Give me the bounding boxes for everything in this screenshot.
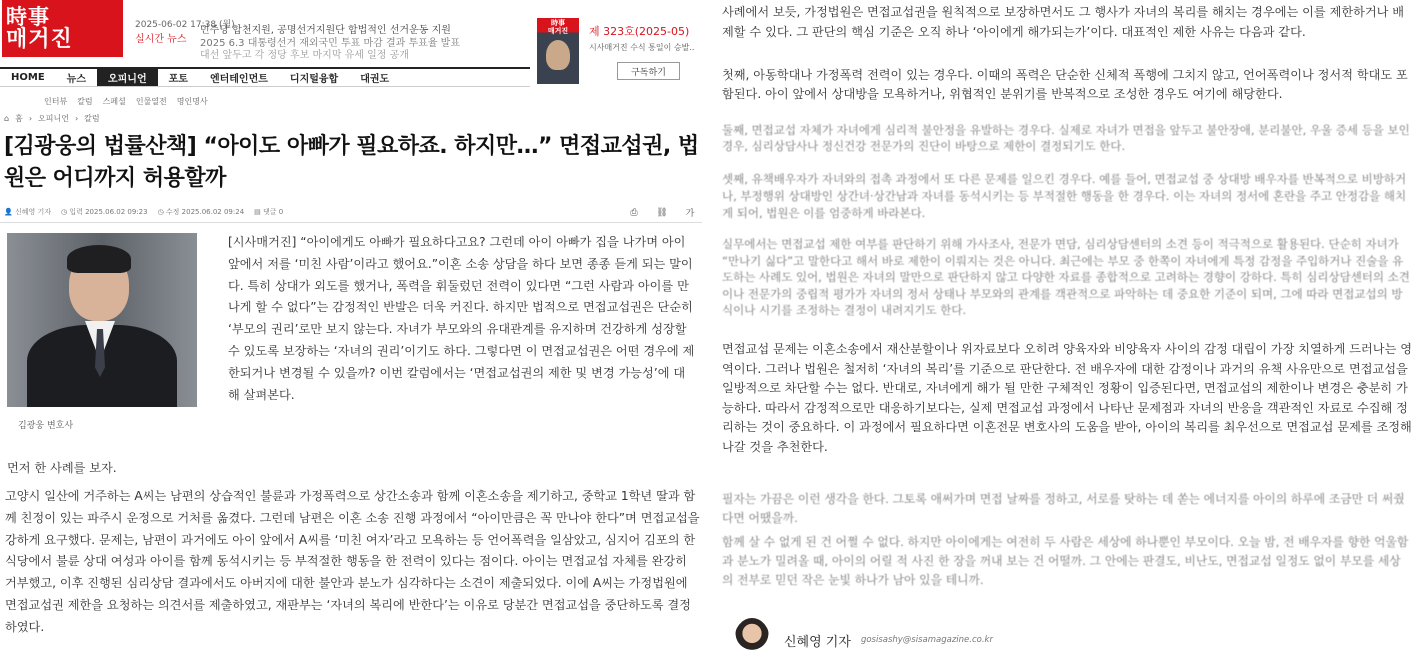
comments-meta[interactable] bbox=[254, 207, 283, 217]
subscribe-button[interactable]: 구독하기 bbox=[617, 62, 680, 80]
article-paragraph: 고양시 일산에 거주하는 A씨는 남편의 상습적인 불륜과 가정폭력으로 상간소송과 함께 이혼소송을 제기하고, 중학교 1학년 딸과 함께 친정이 있는 파주시 운정으로 거처를 옮겼다. 그런데 남편은 이혼 소송 진행 과정에서 “아이만큼은 꼭 만나야 한다”며 면접교섭을 강하게 요구했다. 문제는, 남편이 과거에도 아이 앞에서 A씨를 ‘미친 여자’라고 모욕하는 등 언어폭력을 일삼았고, 심지어 김포의 한 식당에서 불륜 상대 여성과 아이를 함께 동석시키는 등 부적절한 행동을 한 전력이 있다는 점이다. 아이는 면접교섭 자체를 완강히 거부했고, 이후 진행된 심리상담 결과에서도 아버지에 대한 불안과 분노가 심각하다는 소견이 제출되었다. 이에 A씨는 가정법원에 면접교섭권 제한을 요청하는 의견서를 제출하였고, 재판부는 ‘자녀의 복리에 반한다’는 이유로 당분간 면접교섭을 중단하도록 결정하였다. bbox=[5, 489, 700, 634]
article-meta bbox=[4, 207, 283, 217]
subnav-item-special[interactable]: 스페셜 bbox=[102, 97, 126, 106]
reporter-name[interactable]: 신혜영 기자 bbox=[784, 634, 851, 650]
main-nav bbox=[0, 67, 530, 87]
right-article-panel bbox=[714, 0, 1416, 672]
user-icon: 👤 bbox=[4, 208, 13, 216]
article-paragraph: 실무에서는 면접교섭 제한 여부를 판단하기 위해 가사조사, 전문가 면담, 심리상담센터의 소견 등이 적극적으로 활용된다. 단순히 자녀가 “만나기 싫다”고 말한다고 해서 바로 제한이 이뤄지는 것은 아니다. 최근에는 부모 중 한쪽이 자녀에게 특정 감정을 주입하거나 진술을 유도하는 사례도 있어, 법원은 자녀의 말만으로 판단하지 않고 다양한 자료를 종합적으로 고려하는 경향이 강하다. 특히 심리상담센터의 소견이나 전문가의 중립적 평가가 자녀의 정서 상태나 부모와의 관계를 객관적으로 파악하는 데 중요한 기준이 되며, 그에 따라 면접교섭의 방식이나 시기를 조정하는 결정이 내려지기도 한다. bbox=[722, 237, 1410, 317]
share-link-button[interactable]: ⛓ bbox=[652, 205, 672, 220]
logo-hangul: 매거진 bbox=[6, 27, 73, 52]
article-title: [김광웅의 법률산책] “아이도 아빠가 필요하죠. 하지만…” 면접교섭권, 법원은 어디까지 허용할까 bbox=[4, 134, 699, 191]
print-button[interactable]: ⎙ bbox=[624, 205, 644, 220]
subnav-item-column[interactable]: 칼럼 bbox=[77, 97, 93, 106]
article-paragraph: 첫째, 아동학대나 가정폭력 전력이 있는 경우다. 이때의 폭력은 단순한 신체적 폭행에 그치지 않고, 언어폭력이나 정서적 학대도 포함된다. 아이 앞에서 상대방을 모욕하거나, 위협적인 분위기를 반복적으로 조성한 경우도 여기에 해당한다. bbox=[722, 68, 1408, 101]
photo-caption: 김광웅 변호사 bbox=[18, 421, 74, 431]
subnav-item-people[interactable]: 인물열전 bbox=[135, 97, 167, 106]
author-photo bbox=[7, 233, 197, 407]
article-tools bbox=[624, 205, 700, 220]
header-date: 2025-06-02 17:38 (월) bbox=[135, 20, 235, 30]
home-icon[interactable]: ⌂ bbox=[4, 114, 10, 123]
breaking-news-item[interactable]: 2025 6.3 대통령선거 재외국민 투표 마감 결과 투표율 발표 bbox=[200, 38, 460, 49]
font-size-button[interactable]: 가 bbox=[680, 205, 700, 220]
clock-icon: ◷ bbox=[61, 208, 68, 216]
magazine-cover-image[interactable] bbox=[537, 18, 579, 84]
sub-nav bbox=[44, 96, 208, 107]
article-paragraph: 셋째, 유책배우자가 자녀와의 접촉 과정에서 또 다른 문제를 일으킨 경우다. 예를 들어, 면접교섭 중 상대방 배우자를 반복적으로 비방하거나, 부정행위 상대방인 상간녀·상간남과 자녀를 동석시키는 등 부적절한 행동을 한 경우다. 이는 자녀의 정서에 혼란을 주고 안정감을 해치게 되어, 법원은 이를 엄중하게 바라본다. bbox=[722, 172, 1407, 220]
breadcrumb-separator-icon: › bbox=[74, 114, 79, 123]
article-paragraph: 먼저 한 사례를 보자. bbox=[7, 461, 117, 475]
breadcrumb-item[interactable]: 오피니언 bbox=[38, 114, 69, 123]
nav-item-opinion[interactable]: 오피니언 bbox=[97, 69, 158, 86]
nav-item-photo[interactable]: 포토 bbox=[168, 74, 188, 85]
comment-count: 댓글 0 bbox=[263, 208, 284, 216]
magazine-issue[interactable]: 제 323호(2025-05) bbox=[589, 25, 690, 38]
article-paragraph: 사례에서 보듯, 가정법원은 면접교섭권을 원칙적으로 보장하면서도 그 행사가 자녀의 복리를 해치는 경우에는 이를 제한하거나 배제할 수 있다. 그 판단의 핵심 기준은 오직 하나 ‘아이에게 해가되는가’이다. 대표적인 제한 사유는 다음과 같다. bbox=[722, 5, 1405, 39]
breadcrumb-separator-icon: › bbox=[28, 114, 33, 123]
nav-item-news[interactable]: 뉴스 bbox=[66, 74, 86, 85]
photo-hair bbox=[67, 245, 131, 273]
article-intro: [시사매거진] “아이에게도 아빠가 필요하다고요? 그런데 아이 아빠가 집을 나가며 아이 앞에서 저를 ‘미친 사람’이라고 했어요.”이혼 소송 상담을 하다 보면 종종 듣게 되는 말이다. 특히 상대가 외도를 했거나, 폭력을 휘둘렀던 전력이 있다면 “그런 사람과 아이를 만나게 할 수 없다”는 감정적인 반발은 더욱 커진다. 하지만 법적으로 면접교섭권은 단순히 ‘부모의 권리’로만 보지 않는다. 자녀가 부모와의 유대관계를 유지하며 건강하게 성장할 수 있도록 보장하는 ‘자녀의 권리’이기도 하다. 그렇다면 이 면접교섭권은 어떤 경우에 제한되거나 변경될 수 있을까? 이번 칼럼에서는 ‘면접교섭권의 제한 및 변경 가능성’에 대해 살펴본다. bbox=[228, 235, 695, 402]
nav-item-digital[interactable]: 디지털융합 bbox=[289, 74, 339, 85]
reporter-avatar bbox=[734, 618, 770, 662]
breaking-news-item[interactable]: 대선 앞두고 각 정당 후보 마지막 유세 일정 공개 bbox=[200, 50, 409, 61]
nav-item-entertainment[interactable]: 엔터테인먼트 bbox=[209, 74, 268, 85]
logo-hanja: 時事 bbox=[6, 4, 50, 29]
breaking-news-item[interactable]: 민주당 합천지원, 공명선거지원단 합법적인 선거운동 지원 bbox=[200, 25, 451, 36]
article-paragraph: 필자는 가끔은 이런 생각을 한다. 그토록 애써가며 면접 날짜를 정하고, 서로를 탓하는 데 쏟는 에너지를 아이의 하루에 조금만 더 써줬다면 어땠을까. bbox=[722, 492, 1405, 525]
left-article-panel bbox=[0, 0, 702, 672]
subnav-item-interview[interactable]: 인터뷰 bbox=[44, 97, 68, 106]
nav-item-home[interactable]: HOME bbox=[11, 72, 45, 83]
breadcrumb bbox=[4, 113, 100, 124]
author-name[interactable]: 신혜영 기자 bbox=[14, 208, 51, 216]
updated-date: 수정 2025.06.02 09:24 bbox=[165, 208, 245, 216]
article-paragraph: 함께 살 수 없게 된 건 어쩔 수 없다. 하지만 아이에게는 여전히 두 사람은 세상에 하나뿐인 부모이다. 오늘 밤, 전 배우자를 향한 억울함과 분노가 밀려올 때, 아이의 어릴 적 사진 한 장을 꺼내 보는 건 어떨까. 그 안에는 판결도, 비난도, 면접교섭 일정도 없이 부모를 세상의 전부로 믿던 작은 눈빛 하나가 남아 있을 테니까. bbox=[722, 535, 1409, 587]
breadcrumb-item[interactable]: 칼럼 bbox=[84, 114, 100, 123]
article-paragraph: 면접교섭 문제는 이혼소송에서 재산분할이나 위자료보다 오히려 양육자와 비양육자 사이의 감정 대립이 가장 치열하게 드러나는 영역이다. 그러나 법원은 철저히 ‘자녀의 복리’를 기준으로 판단한다. 전 배우자에 대한 감정이나 과거의 유책 사유만으로 면접교섭을 일방적으로 차단할 수는 없다. 반대로, 자녀에게 해가 될 만한 구체적인 정황이 입증된다면, 면접교섭의 제한이나 변경은 충분히 가능하다. 따라서 감정적으로만 대응하기보다는, 실제 면접교섭 과정에서 나타난 문제점과 자녀의 반응을 객관적인 자료로 수집해 정리하는 것이 중요하다. 이 과정에서 필요하다면 이혼전문 변호사의 도움을 받아, 아이의 복리를 최우선으로 면접교섭 문제를 조정해 나갈 것을 추천한다. bbox=[722, 342, 1412, 454]
reporter-email[interactable]: gosisashy@sisamagazine.co.kr bbox=[860, 635, 993, 645]
magazine-cover-title: 時事 매거진 bbox=[547, 19, 569, 35]
cover-portrait bbox=[546, 40, 570, 70]
published-date: 입력 2025.06.02 09:23 bbox=[69, 208, 148, 216]
site-logo[interactable] bbox=[2, 0, 123, 57]
comment-icon: ▤ bbox=[254, 208, 261, 216]
nav-item-daegwondo[interactable]: 대권도 bbox=[360, 74, 390, 85]
reporter-byline bbox=[734, 618, 993, 662]
author-meta bbox=[4, 207, 51, 217]
published-meta bbox=[61, 207, 148, 217]
subnav-item-celebrities[interactable]: 명인명사 bbox=[176, 97, 208, 106]
article-paragraph: 둘째, 면접교섭 자체가 자녀에게 심리적 불안정을 유발하는 경우다. 실제로 자녀가 면접을 앞두고 불안장애, 분리불안, 우울 증세 등을 보인 경우, 심리상담사나 정신건강 전문가의 진단이 바탕으로 제한이 결정되기도 한다. bbox=[722, 123, 1410, 153]
magazine-subtitle[interactable]: 시사매거진 수식 통일이 승발.. bbox=[589, 43, 695, 52]
divider bbox=[0, 222, 702, 223]
updated-meta bbox=[158, 207, 245, 217]
clock-icon: ◷ bbox=[157, 208, 164, 216]
breadcrumb-item[interactable]: 홈 bbox=[15, 114, 23, 123]
breaking-news-label: 실시간 뉴스 bbox=[135, 34, 187, 45]
